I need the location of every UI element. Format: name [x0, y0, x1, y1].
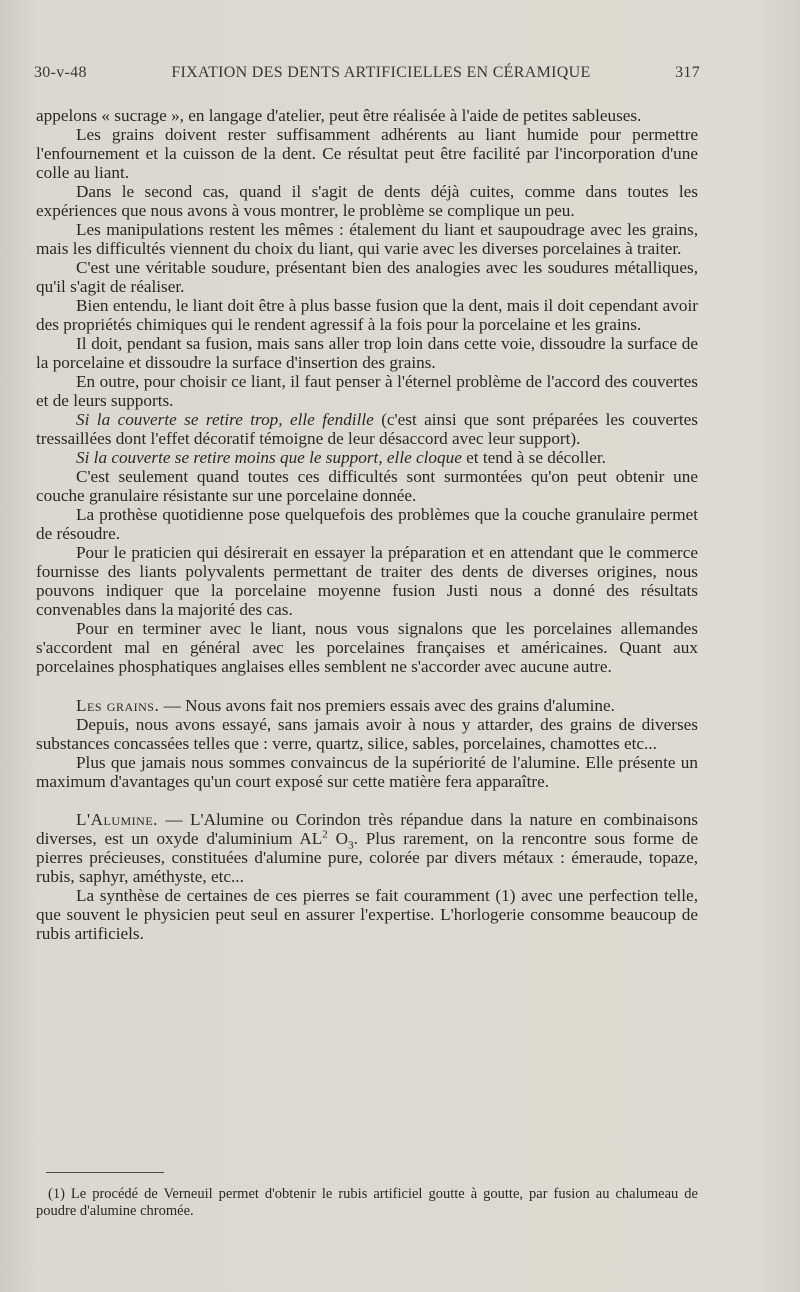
- section-alumine: L'Alumine. — L'Alumine ou Corindon très répandue dans la nature en combinaisons diverses, est un oxyde d'aluminium $AL^2$ $O_3$. Plus rarement, on la rencontre sous forme de pierres précieuses, constituées d'alumine pure, colorée par divers métaux : émeraude, topaze, rubis, saphyr, améthyste, etc...: [36, 810, 698, 886]
- paragraph: Si la couverte se retire trop, elle fendille (c'est ainsi que sont préparées les couvertes tressaillées dont l'effet décoratif témoigne de leur désaccord avec leur support).: [36, 410, 698, 448]
- section-heading: L'Alumine.: [76, 810, 158, 829]
- section-heading: Les grains.: [76, 696, 160, 715]
- paragraph: La prothèse quotidienne pose quelquefois des problèmes que la couche granulaire permet de résoudre.: [36, 505, 698, 543]
- paragraph: C'est une véritable soudure, présentant bien des analogies avec les soudures métalliques, qu'il s'agit de réaliser.: [36, 258, 698, 296]
- italic-text: Si la couverte se retire trop, elle fendille: [76, 410, 374, 429]
- header-date: 30-v-48: [34, 64, 87, 81]
- paragraph: Plus que jamais nous sommes convaincus de la supériorité de l'alumine. Elle présente un maximum d'avantages qu'un court exposé sur cette matière fera apparaître.: [36, 753, 698, 791]
- paragraph: Si la couverte se retire moins que le support, elle cloque et tend à se décoller.: [76, 448, 606, 467]
- paragraph: Bien entendu, le liant doit être à plus basse fusion que la dent, mais il doit cependant avoir des propriétés chimiques qui le rendent agressif à la fois pour la porcelaine et les grains.: [36, 296, 698, 334]
- italic-text: Si la couverte se retire moins que le support, elle cloque: [76, 448, 462, 467]
- paragraph: appelons « sucrage », en langage d'atelier, peut être réalisée à l'aide de petites sableuses.: [36, 106, 642, 125]
- section-grains: Les grains. — Nous avons fait nos premiers essais avec des grains d'alumine.: [76, 696, 615, 715]
- paragraph: C'est seulement quand toutes ces difficultés sont surmontées qu'on peut obtenir une couche granulaire résistante sur une porcelaine donnée.: [36, 467, 698, 505]
- paragraph: Depuis, nous avons essayé, sans jamais avoir à nous y attarder, des grains de diverses substances concassées telles que : verre, quartz, silice, sables, porcelaines, chamottes etc...: [36, 715, 698, 753]
- paragraph: Les grains doivent rester suffisamment adhérents au liant humide pour permettre l'enfournement et la cuisson de la dent. Ce résultat peut être facilité par l'incorporation d'une colle au liant.: [36, 125, 698, 182]
- page-number: 317: [675, 64, 700, 81]
- paragraph: Il doit, pendant sa fusion, mais sans aller trop loin dans cette voie, dissoudre la surface de la porcelaine et dissoudre la surface d'insertion des grains.: [36, 334, 698, 372]
- header-title: FIXATION DES DENTS ARTIFICIELLES EN CÉRAMIQUE: [171, 64, 591, 81]
- paragraph: La synthèse de certaines de ces pierres se fait couramment (1) avec une perfection telle, que souvent le physicien peut seul en assurer l'expertise. L'horlogerie consomme beaucoup de rubis artificiels.: [36, 886, 698, 943]
- paragraph: Pour en terminer avec le liant, nous vous signalons que les porcelaines allemandes s'accordent mal en général avec les porcelaines françaises et américaines. Quant aux porcelaines phosphatiques anglaises elles semblent ne s'accorder avec aucune autre.: [36, 619, 698, 676]
- paragraph: Dans le second cas, quand il s'agit de dents déjà cuites, comme dans toutes les expériences que nous avons à vous montrer, le problème se complique un peu.: [36, 182, 698, 220]
- footnote-rule: [46, 1172, 164, 1173]
- body-text: [36, 106, 698, 943]
- paragraph: Les manipulations restent les mêmes : étalement du liant et saupoudrage avec les grains, mais les difficultés viennent du choix du liant, qui varie avec les diverses porcelaines à traiter.: [36, 220, 698, 258]
- footnote-text: (1) Le procédé de Verneuil permet d'obtenir le rubis artificiel goutte à goutte, par fusion au chalumeau de poudre d'alumine chromée.: [36, 1186, 698, 1219]
- running-header: [34, 64, 700, 82]
- paragraph: En outre, pour choisir ce liant, il faut penser à l'éternel problème de l'accord des couvertes et de leurs supports.: [36, 372, 698, 410]
- footnote: [36, 1186, 698, 1220]
- paragraph: Pour le praticien qui désirerait en essayer la préparation et en attendant que le commerce fournisse des liants polyvalents permettant de traiter des dents de diverses origines, nous pouvons indiquer que la porcelaine moyenne fusion Justi nous a donné des résultats convenables dans la majorité des cas.: [36, 543, 698, 619]
